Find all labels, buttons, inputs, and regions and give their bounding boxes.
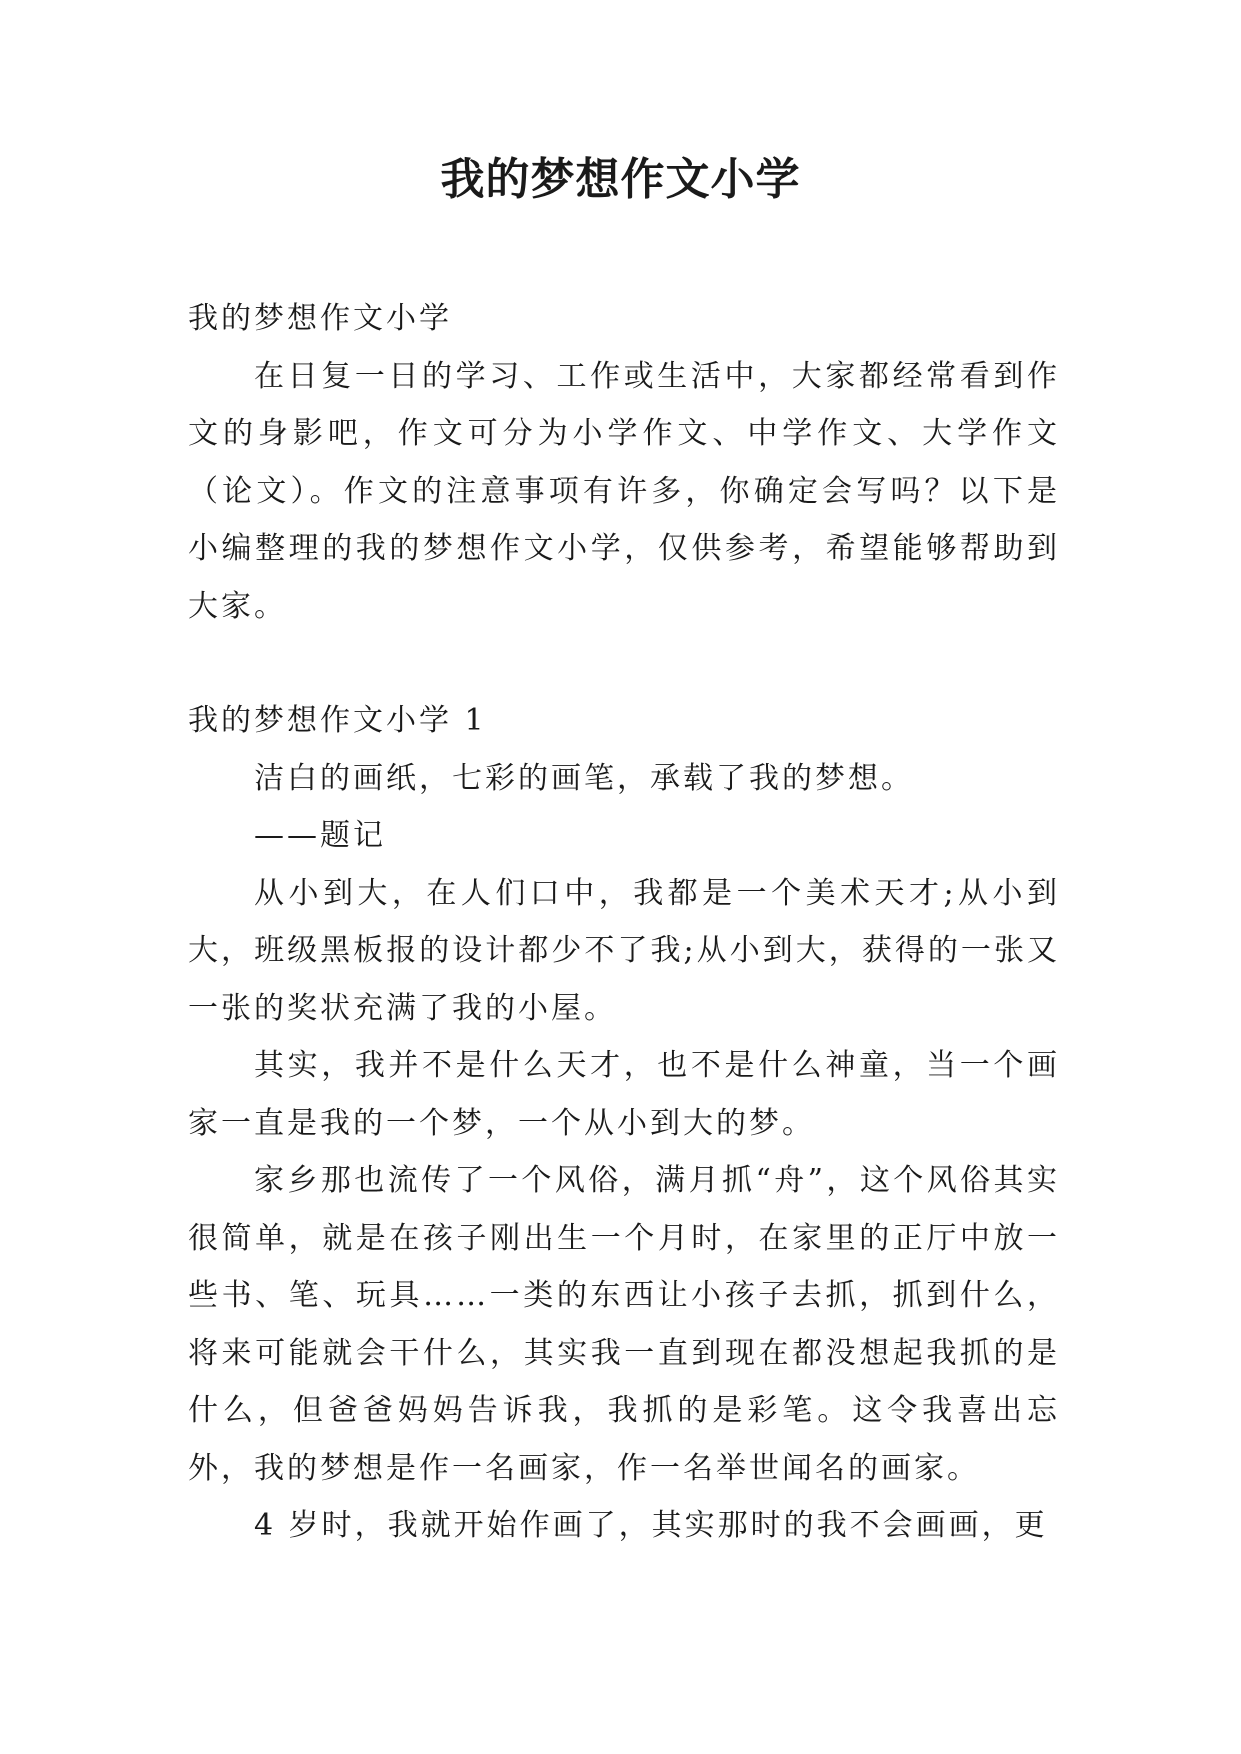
paragraph: 其实，我并不是什么天才，也不是什么神童，当一个画家一直是我的一个梦，一个从小到大的梦。 xyxy=(188,1048,1060,1141)
document-title: 我的梦想作文小学 xyxy=(440,154,801,205)
document-body xyxy=(188,290,1060,1555)
paragraph: 家乡那也流传了一个风俗，满月抓“舟”，这个风俗其实很简单，就是在孩子刚出生一个月时，在家里的正厅中放一些书、笔、玩具……一类的东西让小孩子去抓，抓到什么，将来可能就会干什么，其实我一直到现在都没想起我抓的是什么，但爸爸妈妈告诉我，我抓的是彩笔。这令我喜出忘外，我的梦想是作一名画家，作一名举世闻名的画家。 xyxy=(188,1163,1060,1486)
subtitle: 我的梦想作文小学 xyxy=(188,301,452,336)
paragraph: 从小到大，在人们口中，我都是一个美术天才;从小到大，班级黑板报的设计都少不了我;从小到大，获得的一张又一张的奖状充满了我的小屋。 xyxy=(188,875,1060,1026)
paragraph: 4 岁时，我就开始作画了，其实那时的我不会画画，更 xyxy=(254,1508,1048,1543)
section-heading: 我的梦想作文小学 1 xyxy=(188,703,487,738)
paragraph: 洁白的画纸，七彩的画笔，承载了我的梦想。 xyxy=(254,760,914,796)
section-spacer xyxy=(188,635,1060,692)
paragraph: ——题记 xyxy=(254,818,386,853)
intro-paragraph: 在日复一日的学习、工作或生活中，大家都经常看到作文的身影吧，作文可分为小学作文、中学作文、大学作文（论文）。作文的注意事项有许多，你确定会写吗？以下是小编整理的我的梦想作文小学，仅供参考，希望能够帮助到大家。 xyxy=(188,358,1060,624)
